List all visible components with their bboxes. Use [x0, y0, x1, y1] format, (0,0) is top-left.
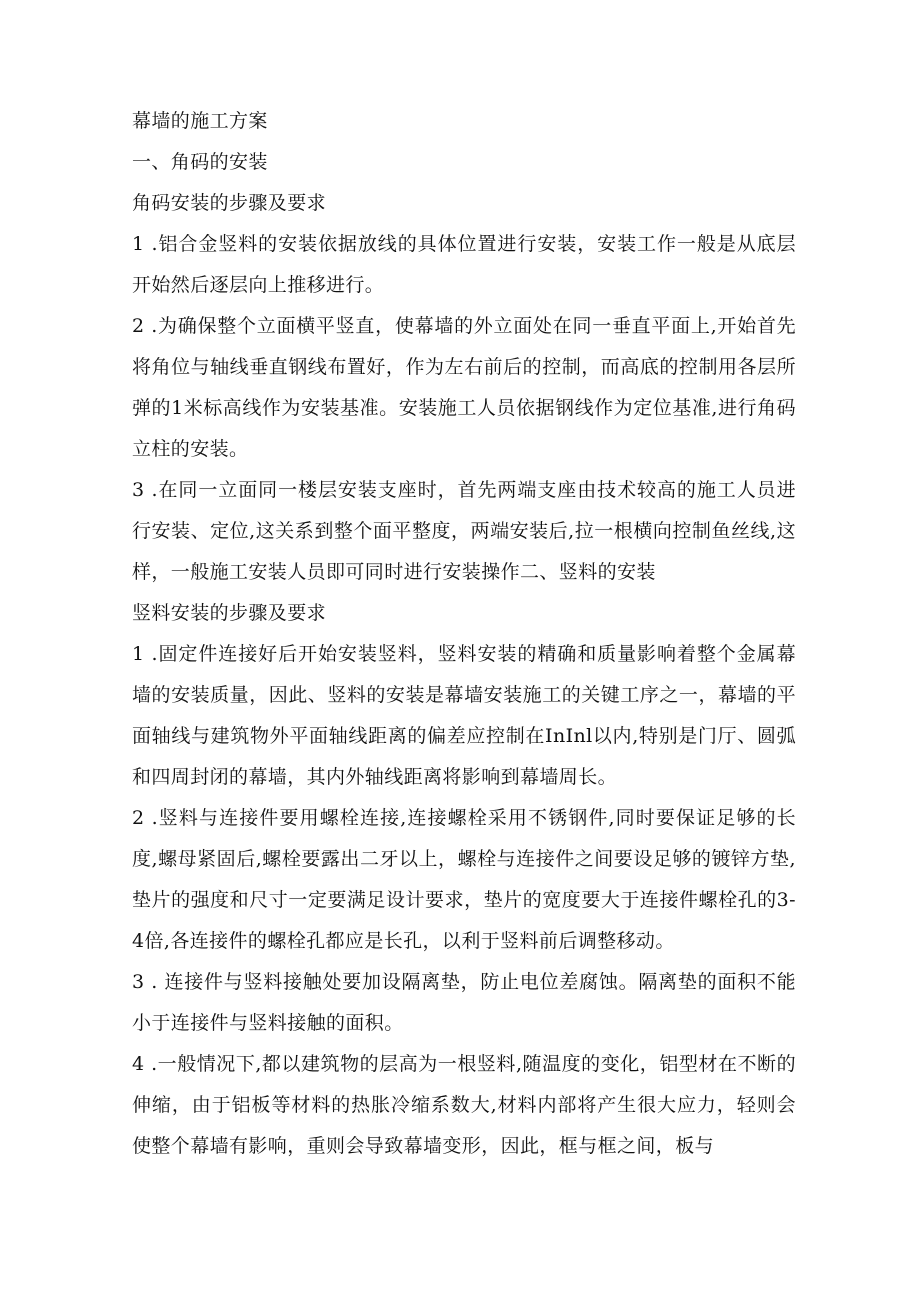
document-title: 幕墙的施工方案: [132, 110, 268, 132]
paragraph-mullion-step-3: 3 . 连接件与竖料接触处要加设隔离垫，防止电位差腐蚀。隔离垫的面积不能小于连接件与竖料接触的面积。: [132, 971, 796, 1034]
section-heading-corner-code: 一、角码的安装: [132, 151, 268, 173]
document-body: [132, 101, 796, 1167]
subheading-corner-code-steps: 角码安装的步骤及要求: [132, 192, 327, 214]
paragraph-corner-code-step-1: 1 .铝合金竖料的安装依据放线的具体位置进行安装，安装工作一般是从底层开始然后逐层向上推移进行。: [132, 233, 796, 296]
paragraph-corner-code-step-2: 2 .为确保整个立面横平竖直，使幕墙的外立面处在同一垂直平面上,开始首先将角位与轴线垂直钢线布置好，作为左右前后的控制，而高底的控制用各层所弹的1米标高线作为安装基准。安装施工人员依据钢线作为定位基准,进行角码立柱的安装。: [132, 315, 796, 460]
paragraph-mullion-step-4: 4 .一般情况下,都以建筑物的层高为一根竖料,随温度的变化，铝型材在不断的伸缩，由于铝板等材料的热胀冷缩系数大,材料内部将产生很大应力，轻则会使整个幕墙有影响，重则会导致幕墙变形，因此，框与框之间，板与: [132, 1053, 796, 1157]
paragraph-mullion-step-1: 1 .固定件连接好后开始安装竖料，竖料安装的精确和质量影响着整个金属幕墙的安装质量，因此、竖料的安装是幕墙安装施工的关键工序之一，幕墙的平面轴线与建筑物外平面轴线距离的偏差应控制在InInl以内,特别是门厅、圆弧和四周封闭的幕墙，其内外轴线距离将影响到幕墙周长。: [132, 643, 796, 788]
paragraph-mullion-step-2: 2 .竖料与连接件要用螺栓连接,连接螺栓采用不锈钢件,同时要保证足够的长度,螺母紧固后,螺栓要露出二牙以上，螺栓与连接件之间要设足够的镀锌方垫,垫片的强度和尺寸一定要满足设计要求，垫片的宽度要大于连接件螺栓孔的3-4倍,各连接件的螺栓孔都应是长孔，以利于竖料前后调整移动。: [132, 807, 796, 952]
paragraph-corner-code-step-3: 3 .在同一立面同一楼层安装支座时，首先两端支座由技术较高的施工人员进行安装、定位,这关系到整个面平整度，两端安装后,拉一根横向控制鱼丝线,这样，一般施工安装人员即可同时进行安装操作二、竖料的安装: [132, 479, 796, 583]
subheading-mullion-steps: 竖料安装的步骤及要求: [132, 602, 327, 624]
